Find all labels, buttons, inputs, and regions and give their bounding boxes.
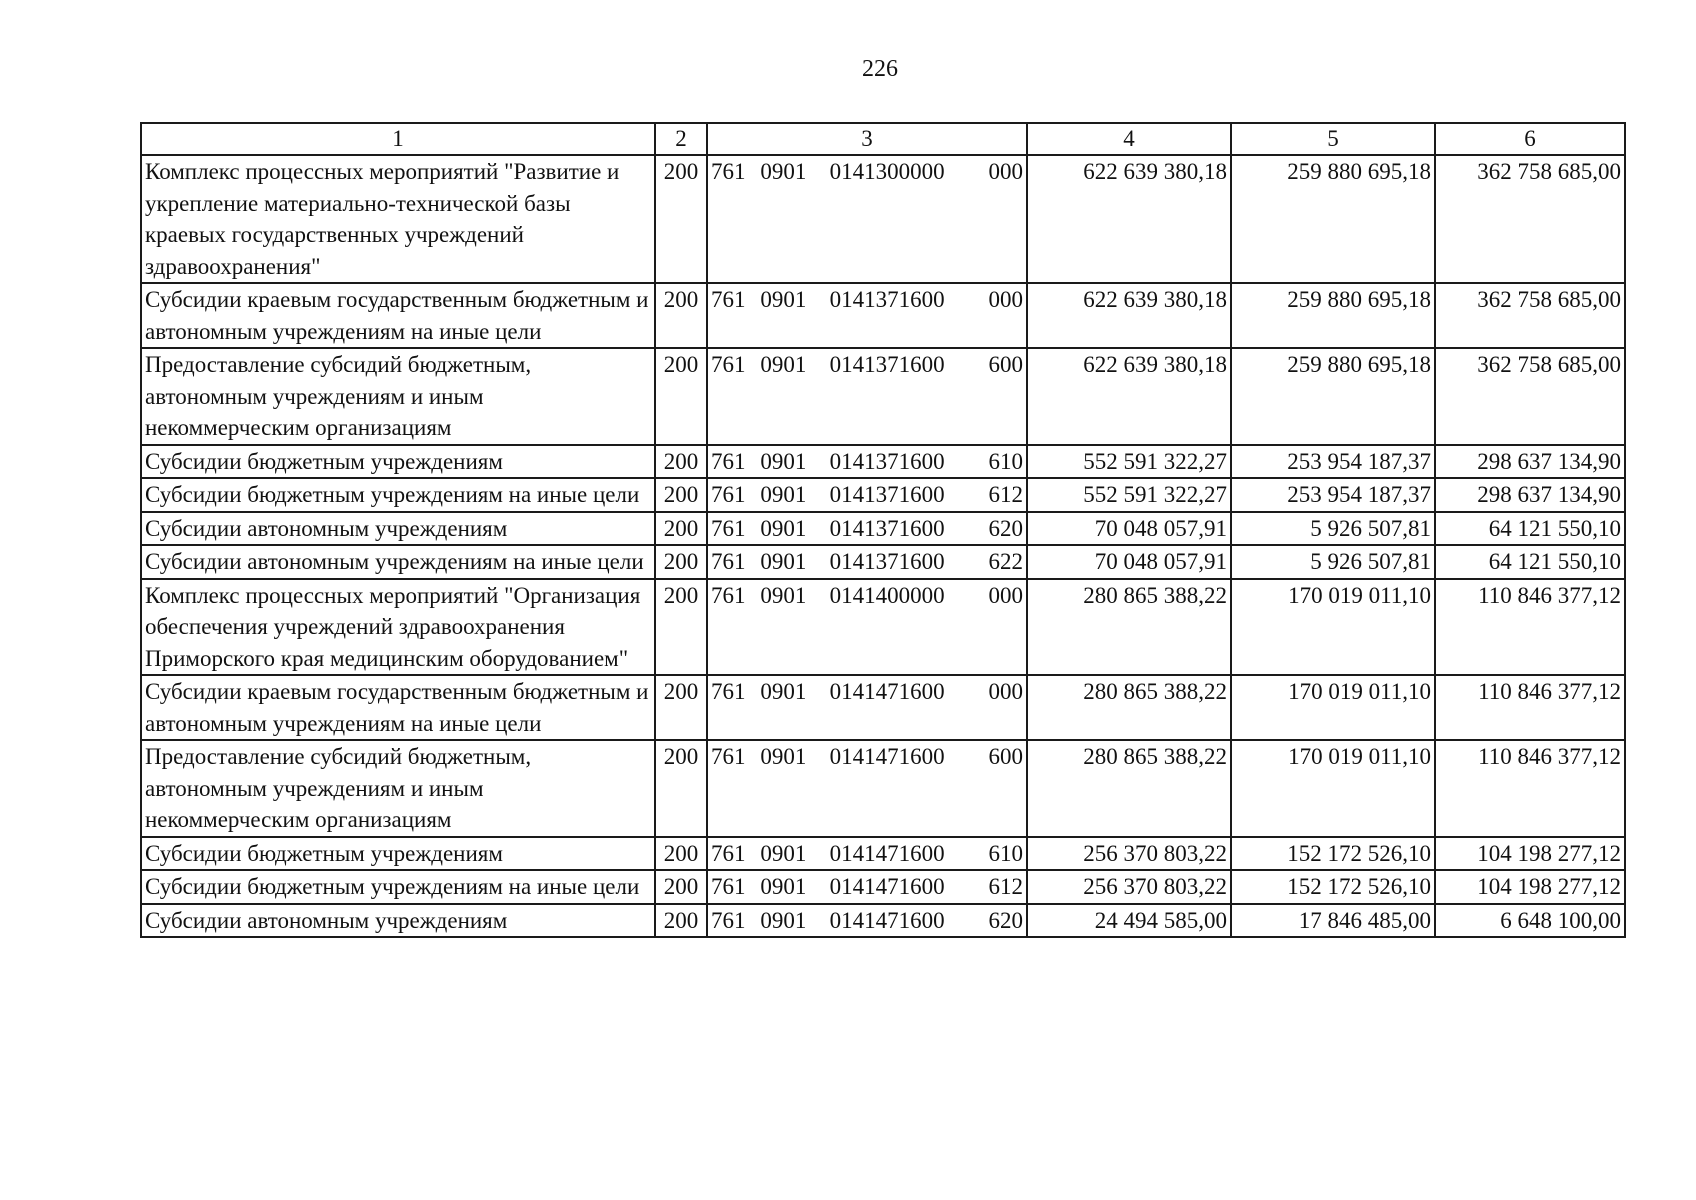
row-amount-col6: 110 846 377,12 [1435, 579, 1625, 676]
expense-type-code: 600 [988, 352, 1023, 377]
ved-code: 761 [711, 907, 746, 933]
target-article-code: 0141371600 [829, 448, 945, 474]
expense-type-code: 612 [988, 482, 1023, 507]
row-gr-code: 200 [655, 904, 707, 938]
row-name: Комплекс процессных мероприятий "Организация обеспечения учреждений здравоохранения Приморского края медицинским оборудованием" [141, 579, 655, 676]
budget-code-line [711, 905, 1023, 937]
target-article-code: 0141471600 [829, 679, 945, 704]
row-gr-code: 200 [655, 512, 707, 546]
row-amount-col4: 24 494 585,00 [1027, 904, 1231, 938]
ved-code: 761 [711, 679, 746, 704]
expense-type-code: 620 [988, 515, 1023, 541]
column-header-2: 2 [655, 123, 707, 155]
budget-code-line [711, 479, 1023, 511]
row-amount-col5: 152 172 526,10 [1231, 870, 1435, 904]
row-name: Субсидии бюджетным учреждениям [141, 445, 655, 479]
section-code: 0901 [760, 679, 807, 704]
column-header-3: 3 [707, 123, 1027, 155]
row-budget-code [707, 837, 1027, 871]
expense-type-code: 610 [988, 840, 1023, 866]
row-budget-code [707, 675, 1027, 740]
row-amount-col5: 17 846 485,00 [1231, 904, 1435, 938]
budget-code-line [711, 838, 1023, 870]
section-code: 0901 [760, 448, 807, 474]
row-name: Субсидии бюджетным учреждениям на иные цели [141, 870, 655, 904]
row-amount-col5: 259 880 695,18 [1231, 155, 1435, 283]
row-amount-col5: 259 880 695,18 [1231, 283, 1435, 348]
expense-type-code: 612 [988, 874, 1023, 899]
section-code: 0901 [760, 582, 807, 608]
row-amount-col5: 253 954 187,37 [1231, 445, 1435, 479]
row-gr-code: 200 [655, 675, 707, 740]
budget-code-line [711, 349, 1023, 381]
target-article-code: 0141471600 [829, 874, 945, 899]
row-amount-col6: 64 121 550,10 [1435, 545, 1625, 579]
row-budget-code [707, 740, 1027, 837]
expense-type-code: 000 [988, 287, 1023, 312]
row-name: Субсидии краевым государственным бюджетным и автономным учреждениям на иные цели [141, 283, 655, 348]
ved-code: 761 [711, 744, 746, 769]
row-gr-code: 200 [655, 545, 707, 579]
expense-type-code: 000 [988, 679, 1023, 704]
ved-code: 761 [711, 287, 746, 312]
row-amount-col6: 298 637 134,90 [1435, 445, 1625, 479]
row-amount-col6: 64 121 550,10 [1435, 512, 1625, 546]
expense-type-code: 000 [988, 582, 1023, 608]
row-amount-col6: 362 758 685,00 [1435, 348, 1625, 445]
row-amount-col5: 152 172 526,10 [1231, 837, 1435, 871]
header-row [141, 123, 1625, 155]
row-name: Комплекс процессных мероприятий "Развитие и укрепление материально-технической базы краевых государственных учреждений здравоохранения" [141, 155, 655, 283]
row-gr-code: 200 [655, 837, 707, 871]
row-amount-col6: 298 637 134,90 [1435, 478, 1625, 512]
row-amount-col4: 622 639 380,18 [1027, 155, 1231, 283]
table-row [141, 478, 1625, 512]
row-amount-col6: 362 758 685,00 [1435, 283, 1625, 348]
row-amount-col4: 256 370 803,22 [1027, 837, 1231, 871]
row-budget-code [707, 579, 1027, 676]
row-amount-col5: 253 954 187,37 [1231, 478, 1435, 512]
row-gr-code: 200 [655, 478, 707, 512]
target-article-code: 0141471600 [829, 744, 945, 769]
section-code: 0901 [760, 744, 807, 769]
budget-code-line [711, 676, 1023, 708]
row-name: Субсидии автономным учреждениям [141, 512, 655, 546]
row-amount-col5: 5 926 507,81 [1231, 545, 1435, 579]
row-amount-col6: 6 648 100,00 [1435, 904, 1625, 938]
section-code: 0901 [760, 482, 807, 507]
row-gr-code: 200 [655, 445, 707, 479]
table-row [141, 545, 1625, 579]
row-budget-code [707, 545, 1027, 579]
row-name: Предоставление субсидий бюджетным, автономным учреждениям и иным некоммерческим организациям [141, 348, 655, 445]
target-article-code: 0141471600 [829, 840, 945, 866]
expense-type-code: 622 [988, 549, 1023, 574]
row-amount-col4: 552 591 322,27 [1027, 478, 1231, 512]
table-row [141, 283, 1625, 348]
row-amount-col4: 552 591 322,27 [1027, 445, 1231, 479]
ved-code: 761 [711, 840, 746, 866]
row-amount-col6: 110 846 377,12 [1435, 675, 1625, 740]
ved-code: 761 [711, 515, 746, 541]
budget-code-line [711, 871, 1023, 903]
row-amount-col5: 259 880 695,18 [1231, 348, 1435, 445]
row-gr-code: 200 [655, 283, 707, 348]
table-row [141, 579, 1625, 676]
expense-type-code: 610 [988, 448, 1023, 474]
ved-code: 761 [711, 448, 746, 474]
table-row [141, 155, 1625, 283]
target-article-code: 0141371600 [829, 549, 945, 574]
budget-code-line [711, 741, 1023, 773]
row-amount-col4: 70 048 057,91 [1027, 512, 1231, 546]
section-code: 0901 [760, 515, 807, 541]
row-budget-code [707, 445, 1027, 479]
expense-type-code: 600 [988, 744, 1023, 769]
page-number: 226 [862, 56, 898, 82]
row-name: Предоставление субсидий бюджетным, автономным учреждениям и иным некоммерческим организациям [141, 740, 655, 837]
row-budget-code [707, 904, 1027, 938]
target-article-code: 0141371600 [829, 482, 945, 507]
budget-code-line [711, 513, 1023, 545]
row-name: Субсидии краевым государственным бюджетным и автономным учреждениям на иные цели [141, 675, 655, 740]
table-row [141, 348, 1625, 445]
row-amount-col4: 256 370 803,22 [1027, 870, 1231, 904]
row-gr-code: 200 [655, 870, 707, 904]
row-gr-code: 200 [655, 579, 707, 676]
row-amount-col4: 280 865 388,22 [1027, 740, 1231, 837]
section-code: 0901 [760, 287, 807, 312]
row-amount-col5: 170 019 011,10 [1231, 675, 1435, 740]
section-code: 0901 [760, 159, 807, 184]
table-row [141, 445, 1625, 479]
row-name: Субсидии автономным учреждениям [141, 904, 655, 938]
row-amount-col4: 280 865 388,22 [1027, 675, 1231, 740]
row-amount-col6: 104 198 277,12 [1435, 870, 1625, 904]
row-budget-code [707, 155, 1027, 283]
section-code: 0901 [760, 352, 807, 377]
target-article-code: 0141371600 [829, 352, 945, 377]
row-amount-col4: 70 048 057,91 [1027, 545, 1231, 579]
table-row [141, 870, 1625, 904]
column-header-6: 6 [1435, 123, 1625, 155]
budget-code-line [711, 446, 1023, 478]
row-amount-col5: 5 926 507,81 [1231, 512, 1435, 546]
target-article-code: 0141300000 [829, 159, 945, 184]
column-header-5: 5 [1231, 123, 1435, 155]
section-code: 0901 [760, 907, 807, 933]
row-budget-code [707, 348, 1027, 445]
column-header-1: 1 [141, 123, 655, 155]
row-amount-col5: 170 019 011,10 [1231, 740, 1435, 837]
target-article-code: 0141371600 [829, 515, 945, 541]
ved-code: 761 [711, 352, 746, 377]
budget-code-line [711, 156, 1023, 188]
ved-code: 761 [711, 159, 746, 184]
target-article-code: 0141400000 [829, 582, 945, 608]
row-gr-code: 200 [655, 348, 707, 445]
table-body [141, 155, 1625, 937]
row-name: Субсидии бюджетным учреждениям [141, 837, 655, 871]
row-name: Субсидии автономным учреждениям на иные цели [141, 545, 655, 579]
budget-table [140, 122, 1626, 938]
ved-code: 761 [711, 482, 746, 507]
table-row [141, 837, 1625, 871]
budget-code-line [711, 284, 1023, 316]
row-amount-col6: 104 198 277,12 [1435, 837, 1625, 871]
ved-code: 761 [711, 874, 746, 899]
row-amount-col4: 622 639 380,18 [1027, 348, 1231, 445]
row-amount-col5: 170 019 011,10 [1231, 579, 1435, 676]
row-gr-code: 200 [655, 155, 707, 283]
target-article-code: 0141371600 [829, 287, 945, 312]
row-name: Субсидии бюджетным учреждениям на иные цели [141, 478, 655, 512]
row-amount-col4: 622 639 380,18 [1027, 283, 1231, 348]
table-row [141, 904, 1625, 938]
row-budget-code [707, 870, 1027, 904]
column-header-4: 4 [1027, 123, 1231, 155]
section-code: 0901 [760, 549, 807, 574]
ved-code: 761 [711, 549, 746, 574]
row-amount-col6: 110 846 377,12 [1435, 740, 1625, 837]
table-row [141, 740, 1625, 837]
ved-code: 761 [711, 582, 746, 608]
budget-code-line [711, 580, 1023, 612]
target-article-code: 0141471600 [829, 907, 945, 933]
row-gr-code: 200 [655, 740, 707, 837]
row-budget-code [707, 283, 1027, 348]
section-code: 0901 [760, 874, 807, 899]
row-budget-code [707, 512, 1027, 546]
section-code: 0901 [760, 840, 807, 866]
row-budget-code [707, 478, 1027, 512]
row-amount-col4: 280 865 388,22 [1027, 579, 1231, 676]
table-row [141, 512, 1625, 546]
expense-type-code: 000 [988, 159, 1023, 184]
budget-code-line [711, 546, 1023, 578]
expense-type-code: 620 [988, 907, 1023, 933]
row-amount-col6: 362 758 685,00 [1435, 155, 1625, 283]
table-row [141, 675, 1625, 740]
